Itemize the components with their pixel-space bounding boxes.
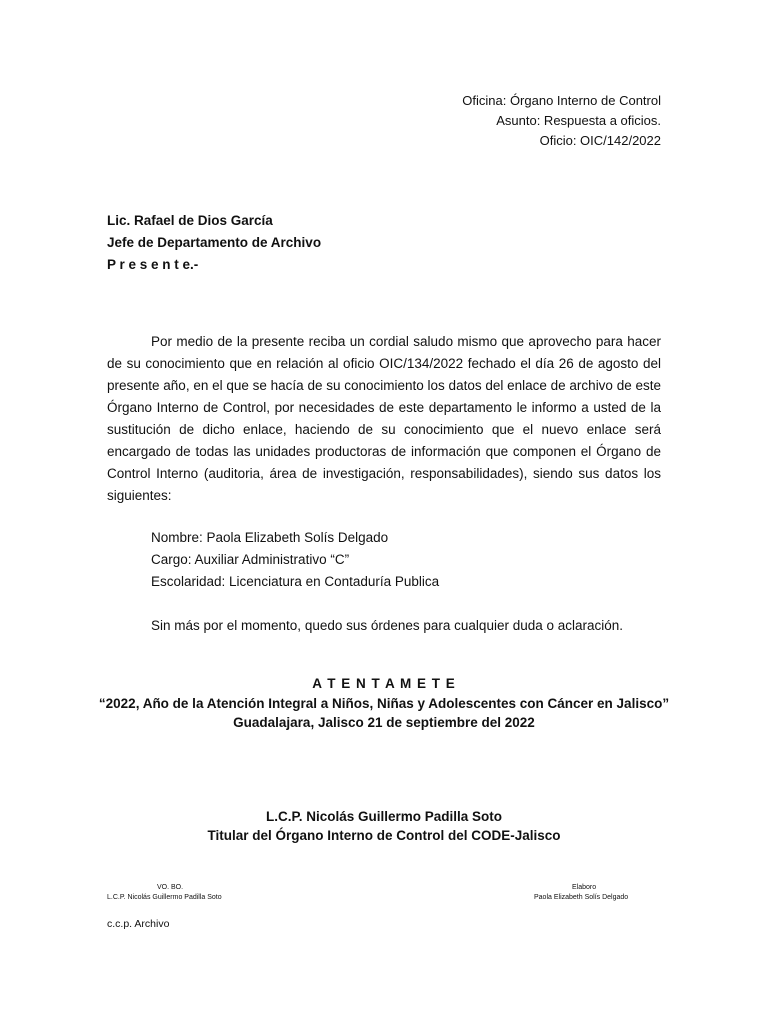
detail-education: Escolaridad: Licenciatura en Contaduría Publica (151, 574, 440, 589)
office-line: Oficina: Órgano Interno de Control (462, 93, 661, 108)
addressee-position: Jefe de Departamento de Archivo (107, 235, 322, 250)
detail-position: Cargo: Auxiliar Administrativo “C” (151, 552, 350, 567)
place-date-line: Guadalajara, Jalisco 21 de septiembre del 2022 (233, 715, 535, 730)
presente-line: P r e s e n t e.- (107, 257, 199, 272)
motto-line: “2022, Año de la Atención Integral a Niños, Niñas y Adolescentes con Cáncer en Jalisco” (98, 696, 670, 711)
subject-line: Asunto: Respuesta a oficios. (496, 113, 661, 128)
addressee-name: Lic. Rafael de Dios García (107, 213, 273, 228)
body-paragraph: Por medio de la presente reciba un cordial saludo mismo que aprovecho para hacer de su conocimiento que en relación al oficio OIC/134/2022 fechado el día 26 de agosto del presente año, en el que se hacía de su conocimiento los datos del enlace de archivo de este Órgano Interno de Control, por necesidades de este departamento le informo a usted de la sustitución de dicho enlace, haciendo de su conocimiento que el nuevo enlace será encargado de todas las unidades productoras de información que componen el Órgano de Control Interno (auditoria, área de investigación, responsabilidades), siendo sus datos los siguientes: (107, 334, 661, 503)
signatory-title: Titular del Órgano Interno de Control del CODE-Jalisco (207, 828, 561, 843)
signatory-name: L.C.P. Nicolás Guillermo Padilla Soto (265, 809, 503, 824)
atentamente-heading: A T E N T A M E T E (312, 676, 456, 691)
elaboro-name: Paola Elizabeth Solís Delgado (534, 894, 629, 901)
detail-name: Nombre: Paola Elizabeth Solís Delgado (151, 530, 389, 545)
vobo-label: VO. BO. (157, 884, 184, 891)
document-number: Oficio: OIC/142/2022 (539, 133, 661, 148)
vobo-name: L.C.P. Nicolás Guillermo Padilla Soto (107, 894, 222, 901)
elaboro-label: Elaboro (572, 884, 597, 891)
ccp-line: c.c.p. Archivo (107, 918, 170, 930)
closing-line: Sin más por el momento, quedo sus órdenes para cualquier duda o aclaración. (151, 618, 624, 633)
